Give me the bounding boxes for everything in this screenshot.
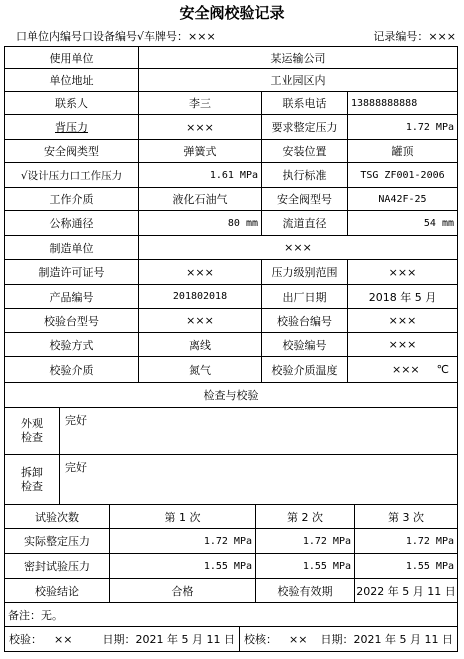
valve-type-value: 弹簧式 <box>138 140 261 162</box>
checker-label: 校验： <box>9 633 42 646</box>
row-seal-pressure <box>4 554 458 579</box>
reviewer-date-label: 日期： <box>320 633 354 646</box>
checker-cell <box>5 627 239 651</box>
conclusion-value: 合格 <box>109 579 255 602</box>
flow-dia-label: 流道直径 <box>261 211 347 235</box>
model-label: 安全阀型号 <box>261 188 347 210</box>
seal-value-3: 1.55 MPa <box>354 554 457 578</box>
phone-label: 联系电话 <box>261 92 347 114</box>
record-number-label: 记录编号：××× <box>373 30 456 43</box>
row-check-medium <box>4 357 458 383</box>
license-label: 制造许可证号 <box>38 266 105 279</box>
test-col-3: 第 3 次 <box>354 505 457 528</box>
seal-label: 密封试验压力 <box>24 560 90 573</box>
actual-value-2: 1.72 MPa <box>255 529 354 553</box>
row-product <box>4 285 458 309</box>
actual-label: 实际整定压力 <box>24 535 90 548</box>
install-pos-label: 安装位置 <box>261 140 347 162</box>
check-medium-label: 校验介质 <box>49 363 94 377</box>
row-maker <box>4 236 458 260</box>
flow-dia-value: 54 mm <box>347 211 457 235</box>
pressure-range-value: ××× <box>347 260 457 284</box>
valve-type-label: 安全阀类型 <box>44 145 99 158</box>
disassembly-label <box>5 455 60 504</box>
check-no-value: ××× <box>347 333 457 356</box>
contact-value: 李三 <box>138 92 261 114</box>
method-value: 离线 <box>138 333 261 356</box>
remark: 备注：无。 <box>8 608 63 622</box>
bench-model-value: ××× <box>138 309 261 332</box>
medium-temp-label: 校验介质温度 <box>261 357 347 382</box>
celsius-unit: ℃ <box>436 363 449 376</box>
disassembly-value: 完好 <box>65 461 87 474</box>
backpressure-value: ××× <box>138 115 261 139</box>
row-conclusion <box>4 579 458 603</box>
unit-value: 某运输公司 <box>138 47 457 68</box>
appearance-value: 完好 <box>65 414 87 427</box>
seal-value-2: 1.55 MPa <box>255 554 354 578</box>
license-value: ××× <box>138 260 261 284</box>
reviewer-cell <box>239 627 457 651</box>
contact-label: 联系人 <box>55 97 88 110</box>
row-inspection-title <box>4 383 458 408</box>
row-contact <box>4 92 458 115</box>
reviewer-label: 校核： <box>244 633 277 646</box>
reviewer-date-value: 2021 年 5 月 11 日 <box>353 633 453 646</box>
checker-date-label: 日期： <box>102 633 136 646</box>
backpressure-label: 背压力 <box>55 121 88 134</box>
actual-value-1: 1.72 MPa <box>109 529 255 553</box>
row-method <box>4 333 458 357</box>
check-medium-value: 氮气 <box>138 357 261 382</box>
validity-value: 2022 年 5 月 11 日 <box>354 579 457 602</box>
row-unit <box>4 46 458 69</box>
method-label: 校验方式 <box>49 338 94 352</box>
standard-value: TSG ZF001-2006 <box>347 163 457 187</box>
address-label: 单位地址 <box>49 74 94 87</box>
disassembly-label-line2: 检查 <box>21 479 43 493</box>
test-count-label: 试验次数 <box>35 510 79 524</box>
checker-value: ×× <box>54 633 73 646</box>
factory-date-label: 出厂日期 <box>261 285 347 308</box>
bench-no-value: ××× <box>347 309 457 332</box>
setpressure-req-label: 要求整定压力 <box>261 115 347 139</box>
medium-temp-value: ××× <box>392 363 420 376</box>
model-value: NA42F-25 <box>347 188 457 210</box>
product-no-label: 产品编号 <box>49 290 94 304</box>
medium-temp-cell <box>347 357 457 382</box>
standard-label: 执行标准 <box>261 163 347 187</box>
install-pos-value: 罐顶 <box>347 140 457 162</box>
row-bench <box>4 309 458 333</box>
bench-model-label: 校验台型号 <box>44 314 99 328</box>
document-title: 安全阀校验记录 <box>179 4 285 22</box>
row-license <box>4 260 458 285</box>
seal-value-1: 1.55 MPa <box>109 554 255 578</box>
row-design-pressure <box>4 163 458 188</box>
row-remark <box>4 603 458 627</box>
row-appearance <box>4 408 458 455</box>
disassembly-label-line1: 拆卸 <box>21 465 43 479</box>
record-table <box>4 46 458 652</box>
appearance-label <box>5 408 60 454</box>
maker-label: 制造单位 <box>49 241 94 255</box>
address-value: 工业园区内 <box>138 69 457 91</box>
design-pressure-label: √设计压力口工作压力 <box>20 169 123 182</box>
inspection-title: 检查与校验 <box>203 389 259 402</box>
maker-value: ××× <box>138 236 457 259</box>
row-footer <box>4 627 458 652</box>
unit-label: 使用单位 <box>49 51 94 65</box>
vehicle-number-label: 口单位内编号口设备编号√车牌号：××× <box>16 30 216 43</box>
bench-no-label: 校验台编号 <box>261 309 347 332</box>
design-pressure-value: 1.61 MPa <box>138 163 261 187</box>
pressure-range-label: 压力级别范围 <box>261 260 347 284</box>
test-col-1: 第 1 次 <box>109 505 255 528</box>
record-header <box>16 28 456 44</box>
product-no-value: 201802018 <box>138 285 261 308</box>
appearance-label-line2: 检查 <box>21 431 43 444</box>
test-col-2: 第 2 次 <box>255 505 354 528</box>
row-medium <box>4 188 458 211</box>
phone-value: 13888888888 <box>347 92 457 114</box>
reviewer-value: ×× <box>289 633 308 646</box>
row-backpressure <box>4 115 458 140</box>
row-disassembly <box>4 455 458 505</box>
setpressure-req-value: 1.72 MPa <box>347 115 457 139</box>
medium-value: 液化石油气 <box>138 188 261 210</box>
appearance-label-line1: 外观 <box>21 417 43 430</box>
row-actual-pressure <box>4 529 458 554</box>
check-no-label: 校验编号 <box>261 333 347 356</box>
row-diameter <box>4 211 458 236</box>
medium-label: 工作介质 <box>49 193 94 206</box>
validity-label: 校验有效期 <box>255 579 354 602</box>
nominal-dia-value: 80 mm <box>138 211 261 235</box>
row-address <box>4 69 458 92</box>
conclusion-label: 校验结论 <box>35 584 79 598</box>
row-valve-type <box>4 140 458 163</box>
checker-date-value: 2021 年 5 月 11 日 <box>135 633 235 646</box>
actual-value-3: 1.72 MPa <box>354 529 457 553</box>
factory-date-value: 2018 年 5 月 <box>347 285 457 308</box>
nominal-dia-label: 公称通径 <box>49 217 94 230</box>
row-test-count <box>4 505 458 529</box>
